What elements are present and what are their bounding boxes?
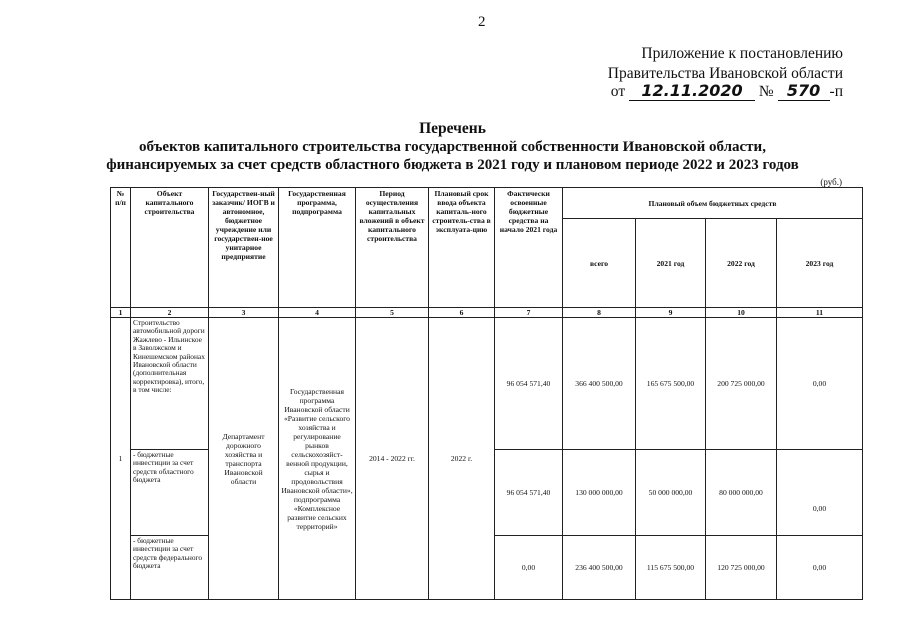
header-actual: Фактически освоенные бюджетные средства на начало 2021 года bbox=[495, 188, 563, 308]
object-name: Строительство автомобильной дороги Жажлево - Ильинское в Заволжском и Кинешемском районах Ивановской области (дополнительная корректировка), итого, в том числе: bbox=[131, 318, 209, 450]
actual-spent: 96 054 571,40 bbox=[495, 318, 563, 450]
order-suffix: -п bbox=[829, 83, 843, 100]
currency-note: (руб.) bbox=[820, 177, 842, 187]
table-row bbox=[111, 318, 863, 450]
planned-2022: 80 000 000,00 bbox=[706, 450, 777, 536]
planned-2023: 0,00 bbox=[777, 450, 863, 536]
planned-2022: 120 725 000,00 bbox=[706, 536, 777, 600]
header-object: Объект капитального строительства bbox=[131, 188, 209, 308]
header-no: № п/п bbox=[111, 188, 131, 308]
funding-source-label: - бюджетные инвестиции за счет средств областного бюджета bbox=[131, 450, 209, 536]
column-number: 1 bbox=[111, 308, 131, 318]
column-number: 2 bbox=[131, 308, 209, 318]
order-number: 570 bbox=[778, 82, 830, 101]
column-number: 6 bbox=[429, 308, 495, 318]
funding-source-label: - бюджетные инвестиции за счет средств федерального бюджета bbox=[131, 536, 209, 600]
capital-objects-table bbox=[110, 187, 863, 600]
document-subtitle-1: объектов капитального строительства государственной собственности Ивановской области, bbox=[139, 139, 766, 155]
header-customer: Государствен-ный заказчик/ ИОГВ и автономное, бюджетное учреждение или государствен-ное унитарное предприятие bbox=[209, 188, 279, 308]
header-planned-group: Плановый объем бюджетных средств bbox=[563, 188, 863, 219]
planned-2021: 115 675 500,00 bbox=[636, 536, 706, 600]
actual-spent: 96 054 571,40 bbox=[495, 450, 563, 536]
order-date: 12.11.2020 bbox=[629, 82, 755, 101]
planned-total: 236 400 500,00 bbox=[563, 536, 636, 600]
order-reference bbox=[611, 82, 843, 101]
header-commissioning: Плановый срок ввода объекта капиталь-ного строитель-ства в эксплуата-цию bbox=[429, 188, 495, 308]
column-number-row bbox=[111, 308, 863, 318]
planned-2023: 0,00 bbox=[777, 536, 863, 600]
document-title: Перечень bbox=[419, 120, 486, 137]
from-label: от bbox=[610, 83, 626, 100]
header-2023: 2023 год bbox=[777, 219, 863, 308]
planned-total: 130 000 000,00 bbox=[563, 450, 636, 536]
column-number: 11 bbox=[777, 308, 863, 318]
column-number: 4 bbox=[279, 308, 356, 318]
document-subtitle-2: финансируемых за счет средств областного бюджета в 2021 году и плановом периоде 2022 и 2023 годов bbox=[106, 157, 799, 173]
row-number: 1 bbox=[111, 318, 131, 600]
program-name: Государственная программа Ивановской области «Развитие сельского хозяйства и регулирование рынков сельскохозяйст-венной продукции, сырья и продовольствия Ивановской области», подпрограмма «Комплексное развитие сельских территорий» bbox=[279, 318, 356, 600]
planned-2022: 200 725 000,00 bbox=[706, 318, 777, 450]
planned-total: 366 400 500,00 bbox=[563, 318, 636, 450]
column-number: 9 bbox=[636, 308, 706, 318]
appendix-line-1: Приложение к постановлению bbox=[641, 45, 843, 62]
header-program: Государственная программа, подпрограмма bbox=[279, 188, 356, 308]
header-total: всего bbox=[563, 219, 636, 308]
planned-2021: 165 675 500,00 bbox=[636, 318, 706, 450]
column-number: 8 bbox=[563, 308, 636, 318]
header-row bbox=[111, 188, 863, 219]
column-number: 5 bbox=[356, 308, 429, 318]
number-label: № bbox=[758, 83, 774, 100]
column-number: 3 bbox=[209, 308, 279, 318]
header-2022: 2022 год bbox=[706, 219, 777, 308]
appendix-header bbox=[608, 44, 843, 84]
page-number: 2 bbox=[478, 14, 486, 30]
column-number: 10 bbox=[706, 308, 777, 318]
planned-2023: 0,00 bbox=[777, 318, 863, 450]
investment-period: 2014 - 2022 гг. bbox=[356, 318, 429, 600]
header-2021: 2021 год bbox=[636, 219, 706, 308]
commissioning-date: 2022 г. bbox=[429, 318, 495, 600]
appendix-line-2: Правительства Ивановской области bbox=[607, 65, 843, 82]
planned-2021: 50 000 000,00 bbox=[636, 450, 706, 536]
customer-name: Департамент дорожного хозяйства и транспорта Ивановской области bbox=[209, 318, 279, 600]
column-number: 7 bbox=[495, 308, 563, 318]
header-period: Период осуществления капитальных вложений в объект капитального строительства bbox=[356, 188, 429, 308]
actual-spent: 0,00 bbox=[495, 536, 563, 600]
